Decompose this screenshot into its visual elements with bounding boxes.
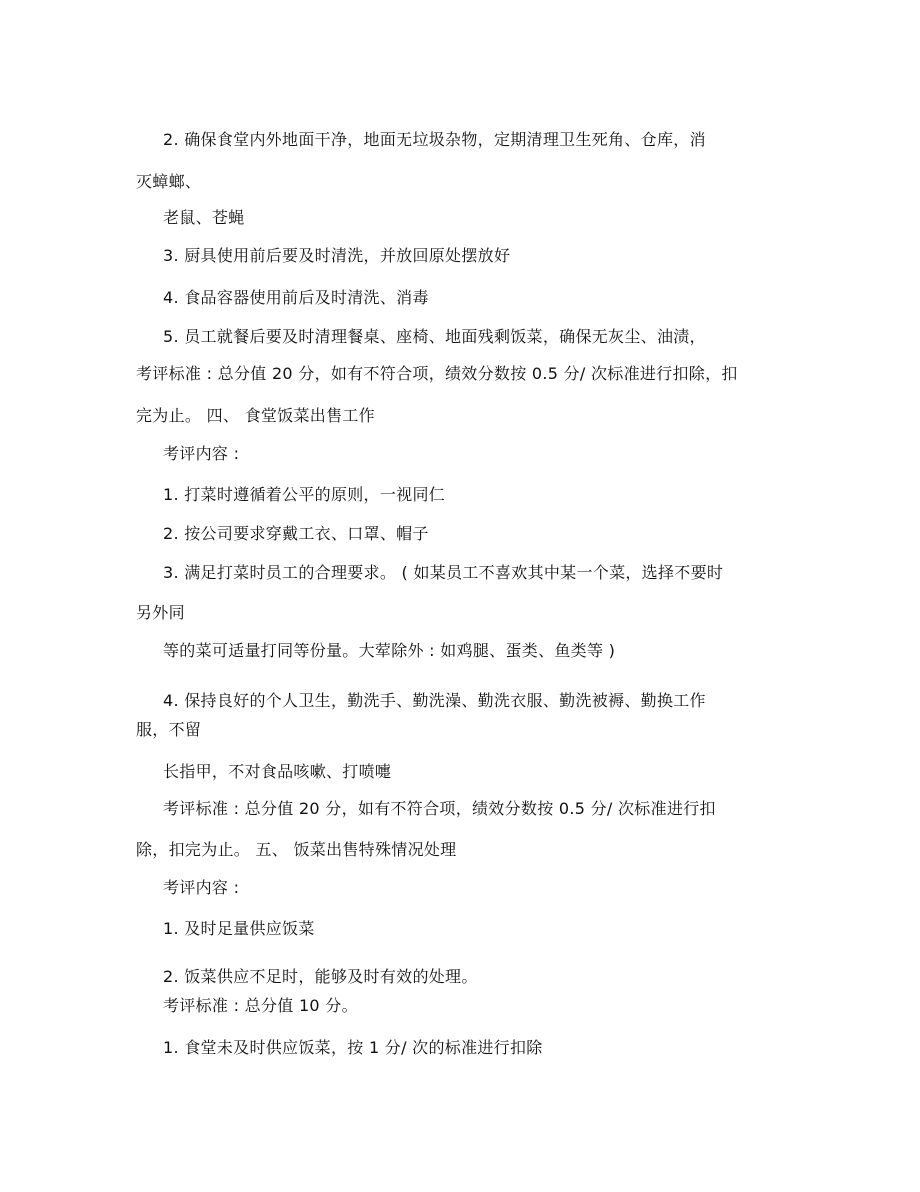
text-line: 5. 员工就餐后要及时清理餐桌、座椅、地面残剩饭菜，确保无灰尘、油渍， (163, 327, 706, 346)
text-line: 灭蟑螂、 (136, 172, 202, 191)
text-line: 2. 饭菜供应不足时，能够及时有效的处理。 (163, 967, 478, 986)
text-line: 2. 确保食堂内外地面干净，地面无垃圾杂物，定期清理卫生死角、仓库，消 (163, 130, 706, 149)
text-line: 4. 食品容器使用前后及时清洗、消毒 (163, 288, 429, 307)
text-line: 考评内容 : (163, 444, 240, 463)
text-line: 长指甲，不对食品咳嗽、打喷嚏 (163, 762, 392, 781)
text-line: 等的菜可适量打同等份量。大荤除外 : 如鸡腿、蛋类、鱼类等 ) (163, 641, 616, 660)
text-line: 完为止。 四、 食堂饭菜出售工作 (136, 406, 375, 425)
text-line: 1. 食堂未及时供应饭菜，按 1 分/ 次的标准进行扣除 (163, 1038, 543, 1057)
text-line: 老鼠、苍蝇 (163, 208, 245, 227)
text-line: 3. 厨具使用前后要及时清洗，并放回原处摆放好 (163, 246, 511, 265)
text-line: 考评内容 : (163, 878, 240, 897)
text-line: 服，不留 (136, 720, 202, 739)
text-line: 考评标准 : 总分值 20 分，如有不符合项，绩效分数按 0.5 分/ 次标准进行扣 (163, 799, 716, 818)
text-line: 1. 打菜时遵循着公平的原则，一视同仁 (163, 485, 446, 504)
text-line: 考评标准 : 总分值 10 分。 (163, 996, 358, 1015)
text-line: 2. 按公司要求穿戴工衣、口罩、帽子 (163, 524, 429, 543)
text-line: 3. 满足打菜时员工的合理要求。 ( 如某员工不喜欢其中某一个菜，选择不要时 (163, 563, 724, 582)
text-line: 1. 及时足量供应饭菜 (163, 919, 315, 938)
text-line: 除，扣完为止。 五、 饭菜出售特殊情况处理 (136, 840, 457, 859)
text-line: 4. 保持良好的个人卫生，勤洗手、勤洗澡、勤洗衣服、勤洗被褥、勤换工作 (163, 691, 706, 710)
text-line: 考评标准 : 总分值 20 分，如有不符合项，绩效分数按 0.5 分/ 次标准进行扣除，扣 (136, 364, 738, 383)
text-line: 另外同 (136, 603, 185, 622)
